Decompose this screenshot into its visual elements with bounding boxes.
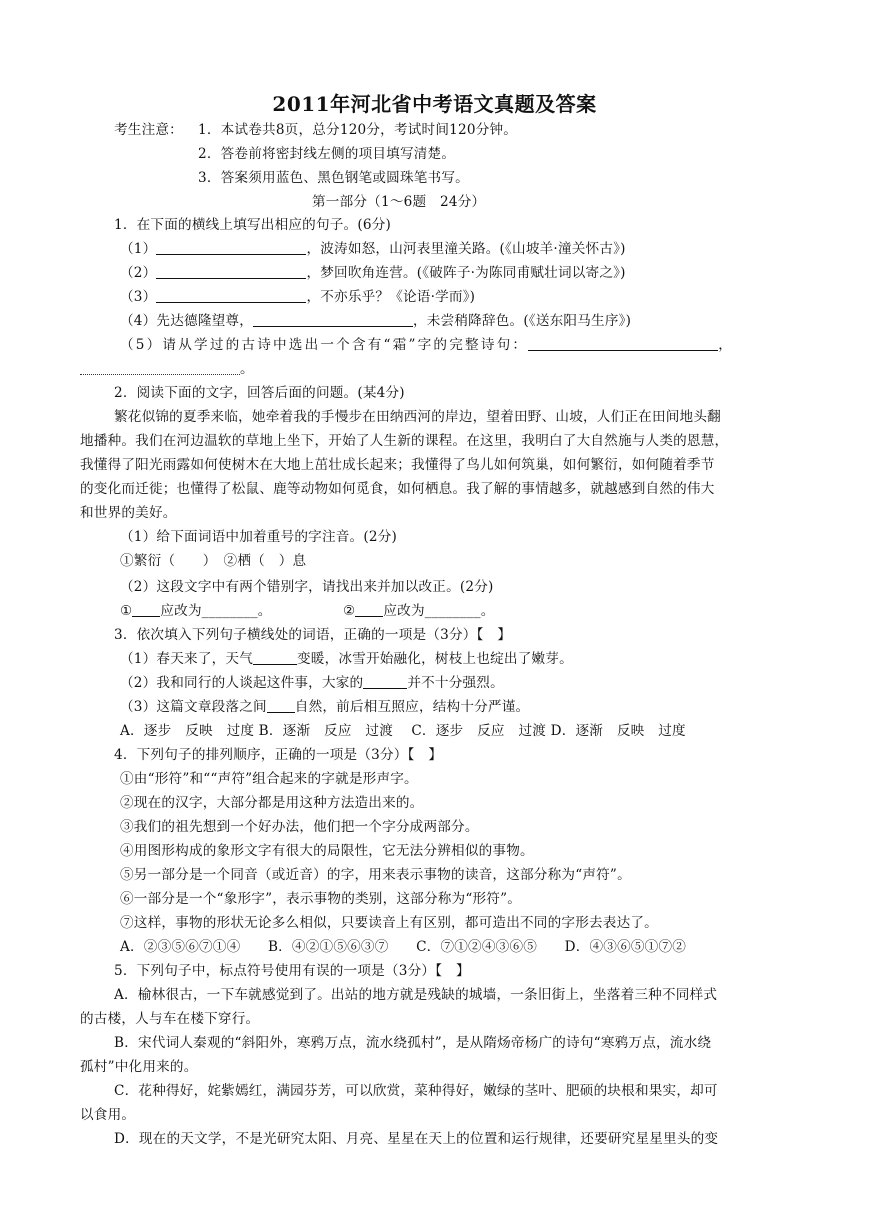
answer-blank[interactable] <box>80 360 240 375</box>
sequence-sentence: ②现在的汉字，大部分都是用这种方法造出来的。 <box>120 795 424 811</box>
passage-line: 繁花似锦的夏季来临，她牵着我的手慢步在田纳西河的岸边，望着田野、山坡，人们正在田间地头翻 <box>114 409 721 425</box>
answer-blank[interactable] <box>267 698 295 713</box>
question-1-item: （1） ，波涛如怒，山河表里潼关路。(《山坡羊·潼关怀古》) <box>120 241 626 257</box>
question-3-sentence: （3）这篇文章段落之间 自然，前后相互照应，结构十分严谨。 <box>120 699 530 715</box>
answer-blank[interactable] <box>156 264 306 279</box>
option-line: D．现在的天文学，不是光研究太阳、月亮、星星在天上的位置和运行规律，还要研究星星里头的变 <box>114 1131 719 1147</box>
question-3-sentence: （1）春天来了，天气 变暖，冰雪开始融化，树枝上也绽出了嫩芽。 <box>120 651 573 667</box>
sequence-sentence: ③我们的祖先想到一个好办法，他们把一个字分成两部分。 <box>120 819 479 835</box>
sequence-sentence: ④用图形构成的象形文字有很大的局限性，它无法分辨相似的事物。 <box>120 843 534 859</box>
answer-blank[interactable] <box>156 240 306 255</box>
question-1-item: （4）先达德隆望尊， ，未尝稍降辞色。(《送东阳马生序》) <box>120 313 632 329</box>
option-line: C．花种得好，姹紫嫣红，满园芬芳，可以欣赏，菜种得好，嫩绿的茎叶、肥硕的块根和果实，却可 <box>114 1083 718 1099</box>
question-2-answer: ①繁衍（ ） ②栖（ ）息 <box>120 553 307 569</box>
sequence-sentence: ①由“形符”和““声符”组合起来的字就是形声字。 <box>120 771 418 787</box>
sequence-sentence: ⑦这样，事物的形状无论多么相似，只要读音上有区别，都可造出不同的字形去表达了。 <box>120 915 658 931</box>
question-2-answer: ① 应改为________。 <box>120 603 272 619</box>
option-line: 孤村”中化用来的。 <box>80 1059 198 1075</box>
answer-blank[interactable] <box>363 674 407 689</box>
sequence-sentence: ⑥一部分是一个“象形字”，表示事物的类别，这部分称为“形符”。 <box>120 891 522 907</box>
page-title: 2011年河北省中考语文真题及答案 <box>272 92 597 116</box>
question-2-stem: 2．阅读下面的文字，回答后面的问题。(某4分) <box>114 385 405 401</box>
question-1-item: （2） ，梦回吹角连营。(《破阵子·为陈同甫赋壮词以寄之》) <box>120 265 626 281</box>
passage-line: 地播种。我们在河边温软的草地上坐下，开始了人生新的课程。在这里，我明白了大自然施与人类的恩慧， <box>80 433 729 449</box>
answer-blank[interactable] <box>132 602 160 617</box>
question-3-sentence: （2）我和同行的人谈起这件事，大家的 并不十分强烈。 <box>120 675 504 691</box>
question-2-sub: （1）给下面词语中加着重号的字注音。(2分) <box>120 529 397 545</box>
question-1-item: （3） ，不亦乐乎？《论语·学而》) <box>120 289 476 305</box>
answer-blank[interactable] <box>156 288 306 303</box>
notice-item: 3．答案须用蓝色、黑色钢笔或圆珠笔书写。 <box>198 170 469 186</box>
sequence-sentence: ⑤另一部分是一个同音（或近音）的字，用来表示事物的读音，这部分称为“声符”。 <box>120 867 631 883</box>
question-3-stem: 3．依次填入下列句子横线处的词语，正确的一项是（3分）【 】 <box>114 627 512 643</box>
option-line: B．宋代词人秦观的“斜阳外，寒鸦万点，流水绕孤村”，是从隋炀帝杨广的诗句“寒鸦万点，流水绕 <box>114 1035 712 1051</box>
passage-line: 和世界的美好。 <box>80 505 177 521</box>
answer-blank[interactable] <box>355 602 383 617</box>
option-line: A．榆林很古，一下车就感觉到了。出站的地方就是残缺的城墙，一条旧街上，坐落着三种不同样式 <box>114 987 718 1003</box>
passage-line: 我懂得了阳光雨露如何使树木在大地上茁壮成长起来；我懂得了鸟儿如何筑巢，如何繁衍，如何随着季节 <box>80 457 715 473</box>
part-heading: 第一部分（1～6题 24分） <box>312 194 486 210</box>
option-line: 以食用。 <box>80 1107 136 1123</box>
notice-item: 2．答卷前将密封线左侧的项目填写清楚。 <box>198 146 456 162</box>
question-1-stem: 1．在下面的横线上填写出相应的句子。(6分) <box>114 217 391 233</box>
question-3-options: A．逐步 反映 过度 B．逐渐 反应 过渡 C．逐步 反应 过渡 D．逐渐 反映 过度 <box>120 723 686 739</box>
question-1-item: 。 <box>80 360 254 378</box>
question-4-options: A．②③⑤⑥⑦①④ B．④②①⑤⑥③⑦ C．⑦①②④③⑥⑤ D．④③⑥⑤①⑦② <box>120 939 687 955</box>
passage-line: 的变化而迁徙；也懂得了松鼠、鹿等动物如何觅食，如何栖息。我了解的事情越多，就越感到自然的伟大 <box>80 481 715 497</box>
question-2-sub: （2）这段文字中有两个错别字，请找出来并加以改正。(2分) <box>120 579 494 595</box>
notice-label: 考生注意： <box>114 122 183 138</box>
question-2-answer: ② 应改为________。 <box>343 603 495 619</box>
notice-item: 1．本试卷共8页，总分120分，考试时间120分钟。 <box>198 122 518 138</box>
answer-blank[interactable] <box>253 650 297 665</box>
question-1-item: （5）请从学过的古诗中选出一个含有“霜”字的完整诗句： ， <box>120 337 732 353</box>
answer-blank[interactable] <box>528 336 718 351</box>
answer-blank[interactable] <box>253 312 413 327</box>
question-5-stem: 5．下列句子中，标点符号使用有误的一项是（3分）【 】 <box>114 963 470 979</box>
question-4-stem: 4．下列句子的排列顺序，正确的一项是（3分）【 】 <box>114 747 443 763</box>
option-line: 的古楼，人与车在楼下穿行。 <box>80 1011 260 1027</box>
